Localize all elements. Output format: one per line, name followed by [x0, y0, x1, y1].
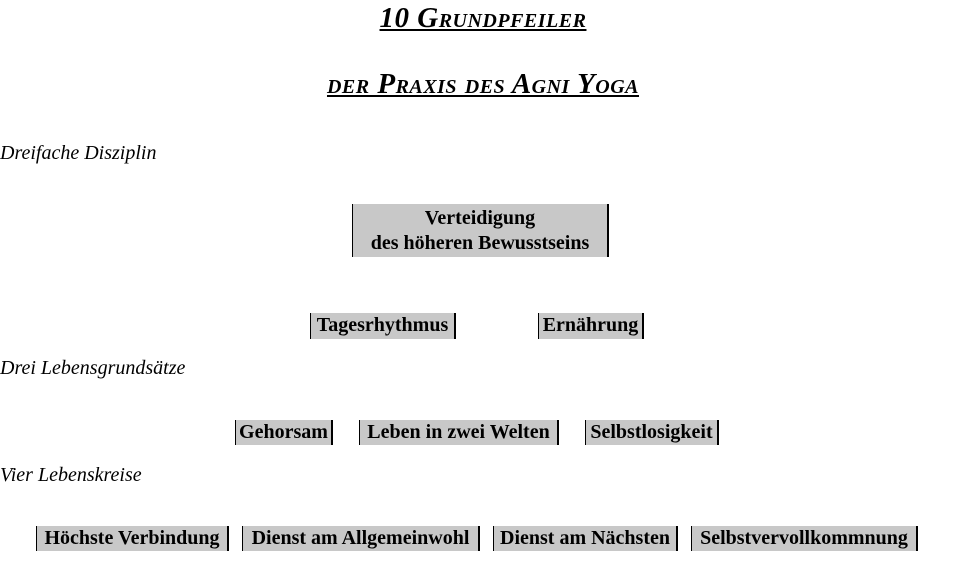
box-life-in-two-worlds: Leben in zwei Welten [359, 420, 559, 445]
box-nutrition: Ernährung [538, 313, 644, 339]
box-highest-connection: Höchste Verbindung [36, 526, 229, 551]
document-title-line-1: 10 Grundpfeiler [379, 2, 587, 34]
section-label-discipline: Dreifache Disziplin [0, 142, 157, 164]
box-daily-rhythm: Tagesrhythmus [310, 313, 456, 339]
box-selflessness: Selbstlosigkeit [585, 420, 719, 445]
box-main-line-2: des höheren Bewusstseins [370, 232, 590, 254]
box-self-perfection: Selbstvervollkommnung [691, 526, 918, 551]
box-obedience: Gehorsam [235, 420, 333, 445]
box-defense-higher-consciousness [352, 204, 609, 257]
section-label-life-circles: Vier Lebenskreise [0, 464, 142, 486]
document-title-line-2: der Praxis des Agni Yoga [326, 68, 640, 100]
box-main-line-1: Verteidigung [424, 207, 536, 229]
box-service-neighbor: Dienst am Nächsten [493, 526, 678, 551]
section-label-principles: Drei Lebensgrundsätze [0, 357, 186, 379]
box-service-common-good: Dienst am Allgemeinwohl [242, 526, 480, 551]
